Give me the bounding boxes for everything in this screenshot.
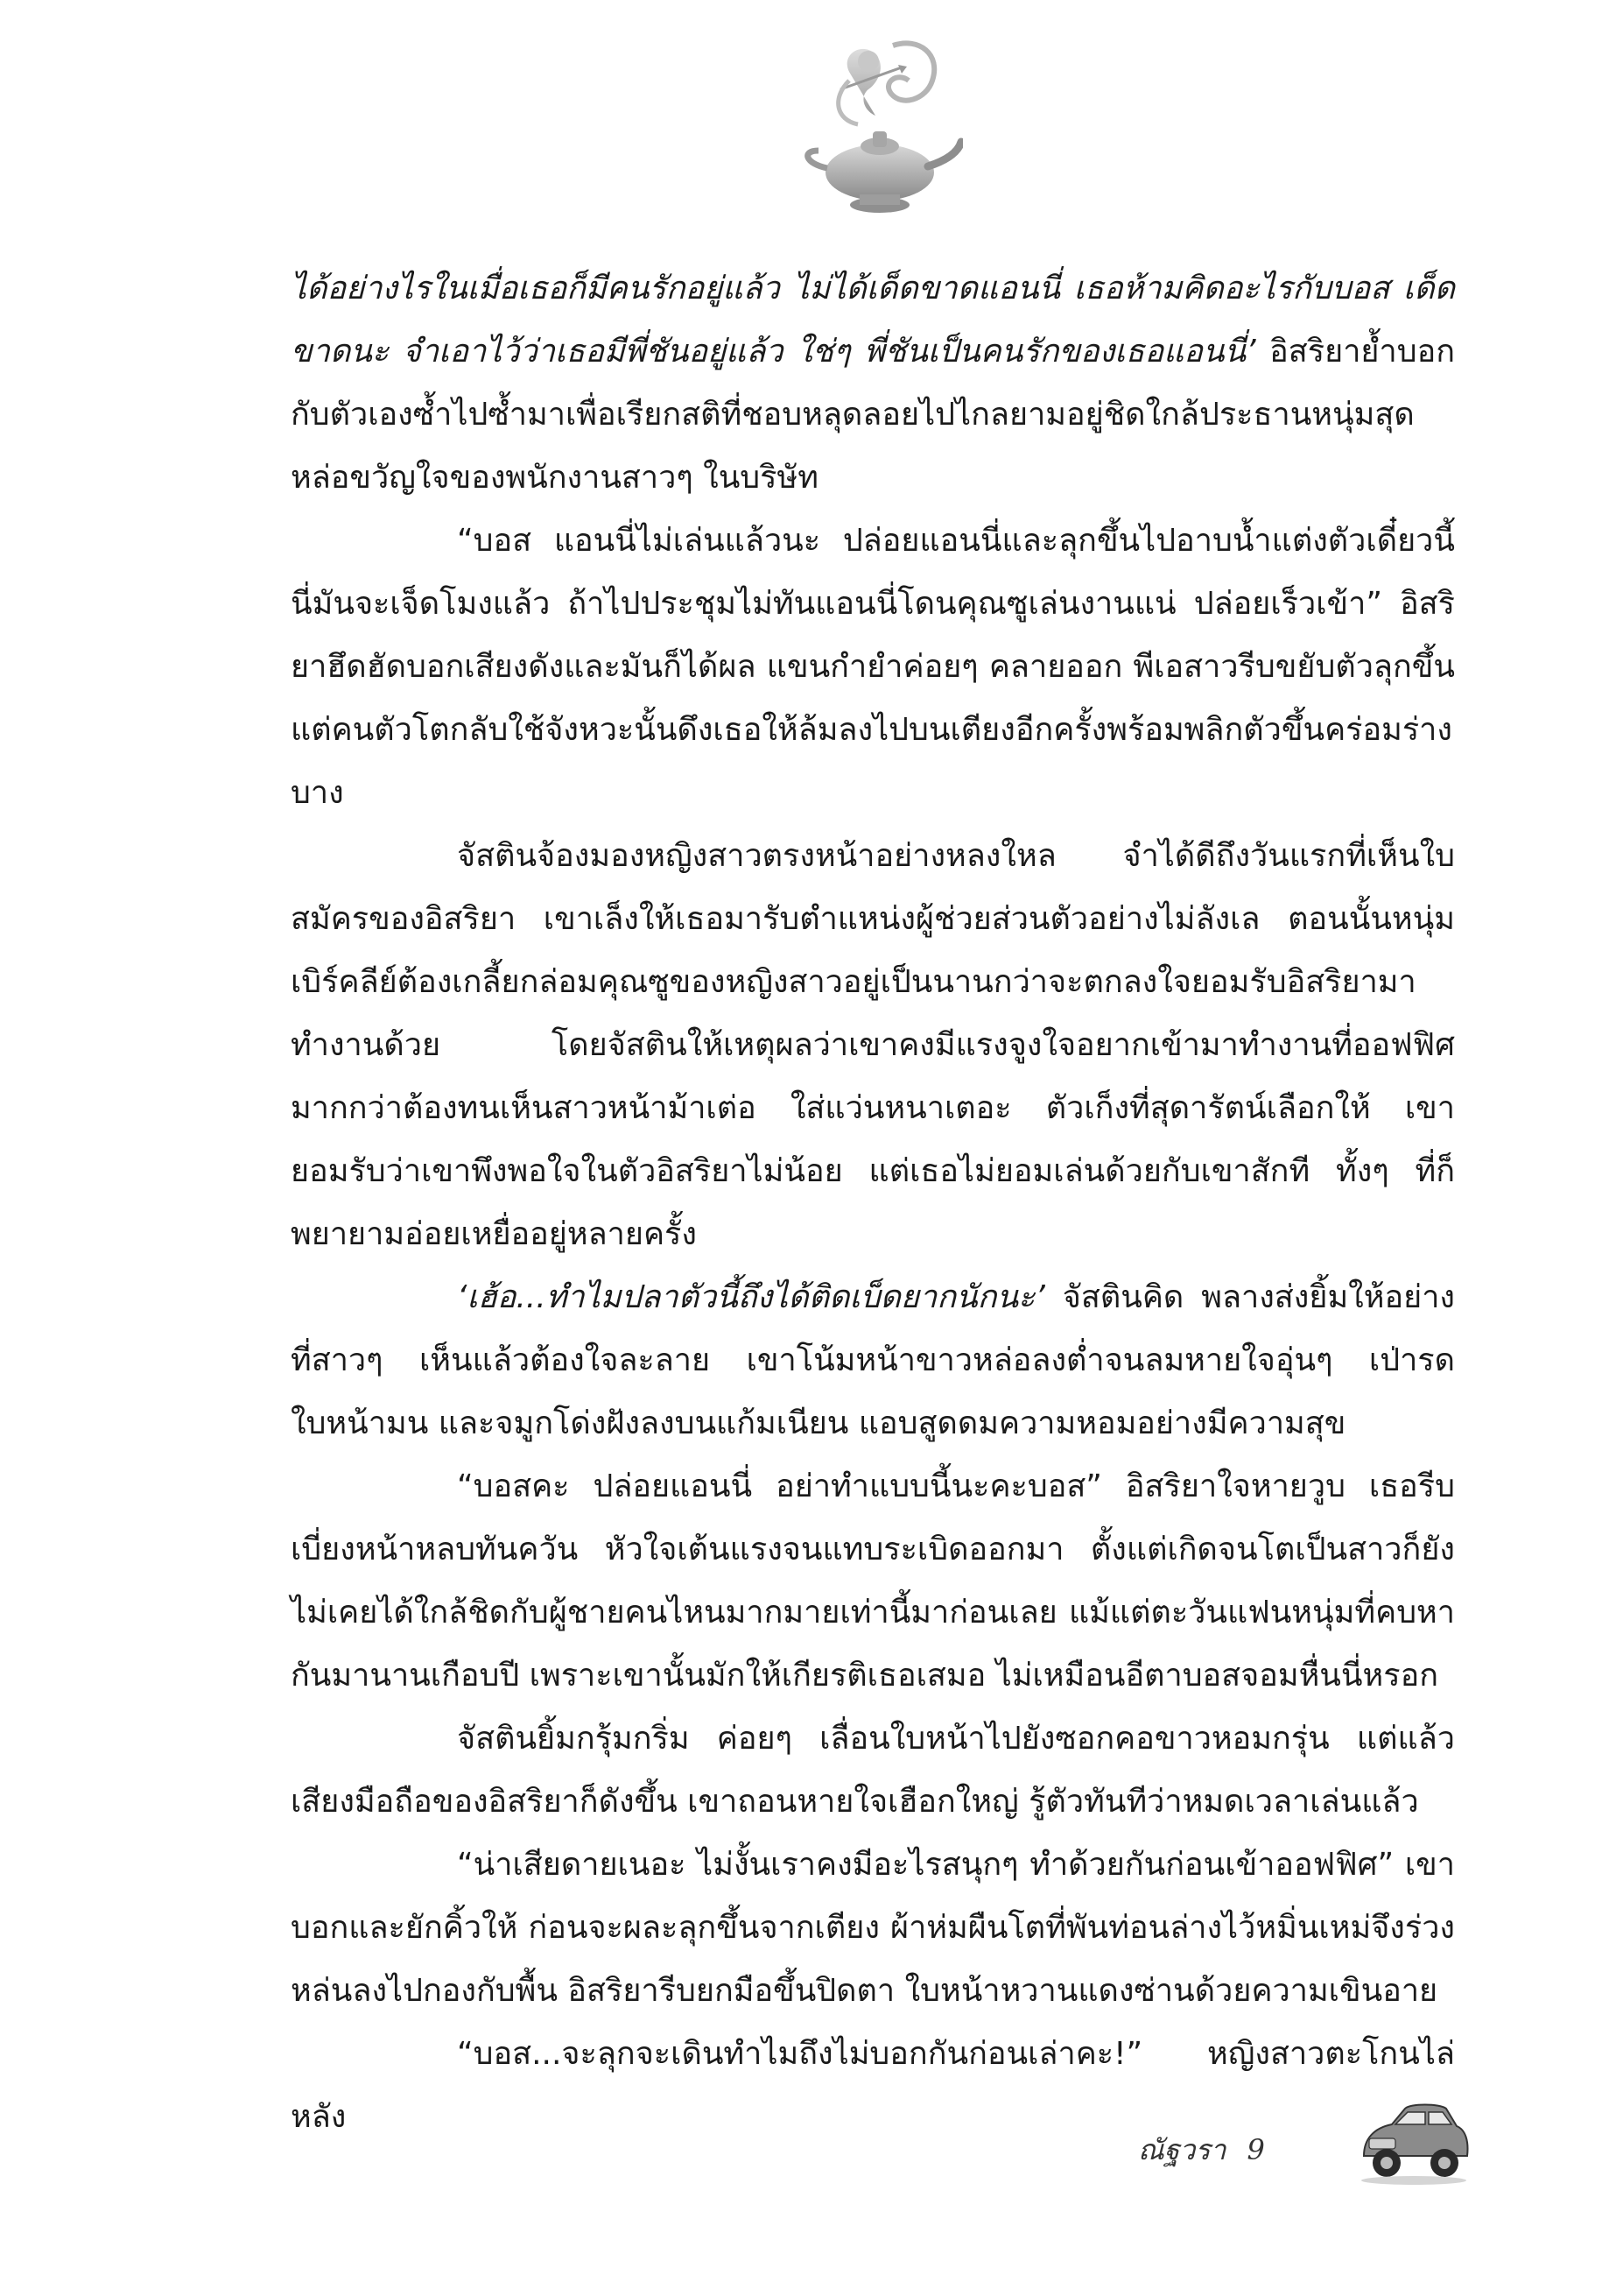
footer-label: [1138, 2128, 1265, 2173]
paragraph: [291, 510, 1455, 825]
paragraph: [291, 1834, 1455, 2023]
cupid-on-magic-lamp-icon: [788, 19, 963, 247]
italic-text-segment: ‘เฮ้อ...ทำไมปลาตัวนี้ถึงได้ติดเบ็ดยากนักนะ’: [457, 1279, 1045, 1315]
text-segment: “บอสคะ ปล่อยแอนนี่ อย่าทำแบบนี้นะคะบอส” อิสริยาใจหายวูบ เธอรีบเบี่ยงหน้าหลบทันควัน หัวใจเต้นแรงจนแทบระเบิดออกมา ตั้งแต่เกิดจนโตเป็นสาวก็ยังไม่เคยได้ใกล้ชิดกับผู้ชายคนไหนมากมายเท่านี้มาก่อนเลย แม้แต่ตะวันแฟนหนุ่มที่คบหากันมานานเกือบปี เพราะเขานั้นมักให้เกียรติเธอเสมอ ไม่เหมือนอีตาบอสจอมหื่นนี่หรอก: [291, 1468, 1455, 1694]
text-segment: จัสตินยิ้มกรุ้มกริ่ม ค่อยๆ เลื่อนใบหน้าไปยังซอกคอขาวหอมกรุ่น แต่แล้วเสียงมือถือของอิสริยาก็ดังขึ้น เขาถอนหายใจเฮือกใหญ่ รู้ตัวทันทีว่าหมดเวลาเล่นแล้ว: [291, 1721, 1455, 1820]
page-footer: [1138, 2093, 1471, 2198]
paragraph: [291, 257, 1455, 510]
text-segment: “น่าเสียดายเนอะ ไม่งั้นเราคงมีอะไรสนุกๆ ทำด้วยกันก่อนเข้าออฟฟิศ” เขาบอกและยักคิ้วให้ ก่อนจะผละลุกขึ้นจากเตียง ผ้าห่มผืนโตที่พันท่อนล่างไว้หมิ่นเหม่จึงร่วงหล่นลงไปกองกับพื้น อิสริยารีบยกมือขึ้นปิดตา ใบหน้าหวานแดงซ่านด้วยความเขินอาย: [291, 1847, 1455, 2009]
vintage-mini-car-icon: [1357, 2093, 1471, 2189]
paragraph: [291, 1708, 1455, 1834]
italic-text-segment: ได้อย่างไรในเมื่อเธอก็มีคนรักอยู่แล้ว ไม่ได้เด็ดขาดแอนนี่ เธอห้ามคิดอะไรกับบอส เด็ดขาดนะ จำเอาไว้ว่าเธอมีพี่ชันอยู่แล้ว ใช่ๆ พี่ชันเป็นคนรักของเธอแอนนี่’: [291, 271, 1455, 370]
paragraph: [291, 1455, 1455, 1708]
paragraph: [291, 825, 1455, 1266]
author-name: ณัฐวรา: [1138, 2133, 1226, 2166]
text-segment: จัสตินจ้องมองหญิงสาวตรงหน้าอย่างหลงใหล จำได้ดีถึงวันแรกที่เห็นใบสมัครของอิสริยา เขาเล็งให้เธอมารับตำแหน่งผู้ช่วยส่วนตัวอย่างไม่ลังเล ตอนนั้นหนุ่มเบิร์คลีย์ต้องเกลี้ยกล่อมคุณซูของหญิงสาวอยู่เป็นนานกว่าจะตกลงใจยอมรับอิสริยามาทำงานด้วย โดยจัสตินให้เหตุผลว่าเขาคงมีแรงจูงใจอยากเข้ามาทำงานที่ออฟฟิศมากกว่าต้องทนเห็นสาวหน้าม้าเต่อ ใส่แว่นหนาเตอะ ตัวเก็งที่สุดารัตน์เลือกให้ เขายอมรับว่าเขาพึงพอใจในตัวอิสริยาไม่น้อย แต่เธอไม่ยอมเล่นด้วยกับเขาสักที ทั้งๆ ที่ก็พยายามอ่อยเหยื่ออยู่หลายครั้ง: [291, 838, 1455, 1252]
text-segment: จัสตินคิด พลางส่งยิ้มให้อย่างที่สาวๆ เห็นแล้วต้องใจละลาย เขาโน้มหน้าขาวหล่อลงต่ำจนลมหายใจอุ่นๆ เป่ารดใบหน้ามน และจมูกโด่งฝังลงบนแก้มเนียน แอบสูดดมความหอมอย่างมีความสุข: [291, 1279, 1455, 1441]
text-segment: “บอส...จะลุกจะเดินทำไมถึงไม่บอกกันก่อนเล่าคะ!” หญิงสาวตะโกนไล่หลัง: [291, 2036, 1455, 2135]
paragraph: [291, 1266, 1455, 1455]
text-segment: อิสริยาย้ำบอกกับตัวเองซ้ำไปซ้ำมาเพื่อเรียกสติที่ชอบหลุดลอยไปไกลยามอยู่ชิดใกล้ประธานหนุ่มสุดหล่อขวัญใจของพนักงานสาวๆ ในบริษัท: [291, 334, 1455, 496]
page-number: 9: [1247, 2133, 1265, 2166]
text-segment: “บอส แอนนี่ไม่เล่นแล้วนะ ปล่อยแอนนี่และลุกขึ้นไปอาบน้ำแต่งตัวเดี๋ยวนี้ นี่มันจะเจ็ดโมงแล้ว ถ้าไปประชุมไม่ทันแอนนี่โดนคุณซูเล่นงานแน่ ปล่อยเร็วเข้า” อิสริยาฮึดฮัดบอกเสียงดังและมันก็ได้ผล แขนกำยำค่อยๆ คลายออก พีเอสาวรีบขยับตัวลุกขึ้น แต่คนตัวโตกลับใช้จังหวะนั้นดึงเธอให้ล้มลงไปบนเตียงอีกครั้งพร้อมพลิกตัวขึ้นคร่อมร่างบาง: [291, 523, 1455, 811]
story-body: [291, 257, 1455, 2149]
